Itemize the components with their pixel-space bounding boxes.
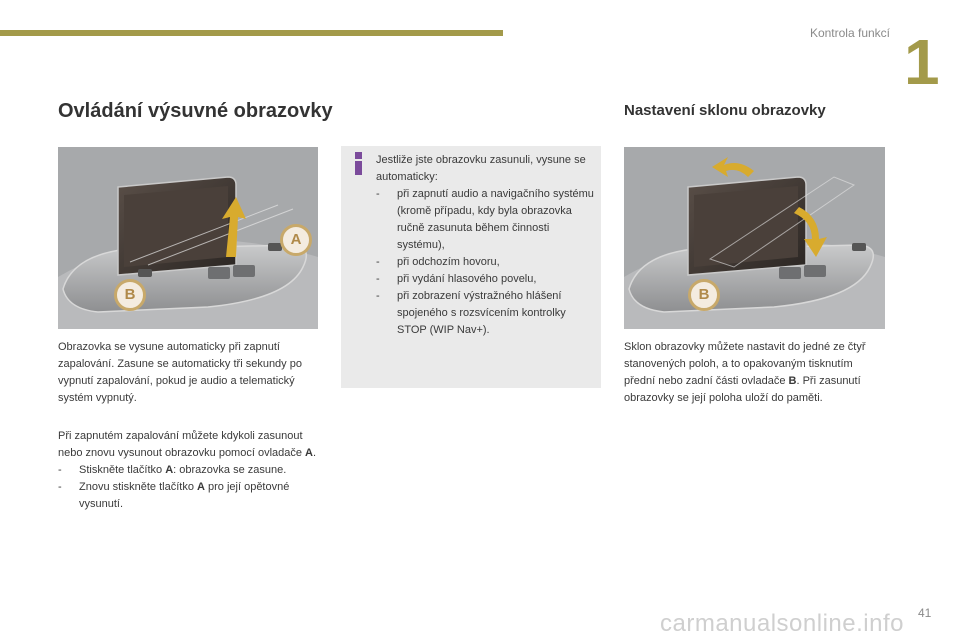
info-list <box>376 186 598 339</box>
info-icon <box>353 152 365 176</box>
page-number: 41 <box>918 606 932 620</box>
left-para2-post: . <box>313 447 317 459</box>
label-a-icon: A <box>280 224 312 256</box>
left-paragraph-2 <box>58 428 320 513</box>
retractable-screen-illustration <box>58 147 318 329</box>
chapter-number: 1 <box>904 26 940 98</box>
label-b-icon: B <box>688 279 720 311</box>
label-b-icon: B <box>114 279 146 311</box>
left-paragraph-1 <box>58 339 320 407</box>
list-item: - při zobrazení výstražného hlášení spojeného s rozsvícením kontrolky STOP (WIP Nav+). <box>376 290 566 336</box>
right-para-pre: Sklon obrazovky můžete nastavit do jedné ze čtyř stanovených poloh, a to opakovaným tisknutím přední nebo zadní části ovladače <box>624 341 866 387</box>
list-item: - Stiskněte tlačítko A: obrazovka se zasune. <box>58 464 287 476</box>
list-item: - při odchozím hovoru, <box>376 256 500 268</box>
right-para-post: . Při zasunutí obrazovky se její poloha uloží do paměti. <box>624 375 861 404</box>
list-item: - při vydání hlasového povelu, <box>376 273 537 285</box>
list-item: - Znovu stiskněte tlačítko A pro její opětovné vysunutí. <box>58 481 290 510</box>
left-para2-key: A <box>305 447 313 459</box>
info-text <box>376 152 598 339</box>
right-paragraph <box>624 339 886 407</box>
screen-tilt-illustration <box>624 147 885 329</box>
list-item: - při zapnutí audio a navigačního systému (kromě případu, kdy byla obrazovka ručně zasunuta během činnosti systému), <box>376 188 594 251</box>
info-box <box>341 146 601 388</box>
watermark: carmanualsonline.info <box>660 610 904 637</box>
left-bullet-list <box>58 462 320 513</box>
right-para-key: B <box>788 375 797 387</box>
left-para2-pre: Při zapnutém zapalování můžete kdykoli zasunout nebo znovu vysunout obrazovku pomocí ovladače <box>58 430 306 459</box>
left-paragraph-1-text: Obrazovka se vysune automaticky při zapnutí zapalování. Zasune se automaticky tři sekundy po vypnutí zapalování, pokud je audio a telematický systém vypnutý. <box>58 341 302 404</box>
right-section-title: Nastavení sklonu obrazovky <box>624 102 826 119</box>
info-intro: Jestliže jste obrazovku zasunuli, vysune se automaticky: <box>376 154 586 183</box>
header-accent-bar <box>0 30 503 36</box>
section-label: Kontrola funkcí <box>809 26 890 40</box>
left-section-title: Ovládání výsuvné obrazovky <box>58 100 333 122</box>
